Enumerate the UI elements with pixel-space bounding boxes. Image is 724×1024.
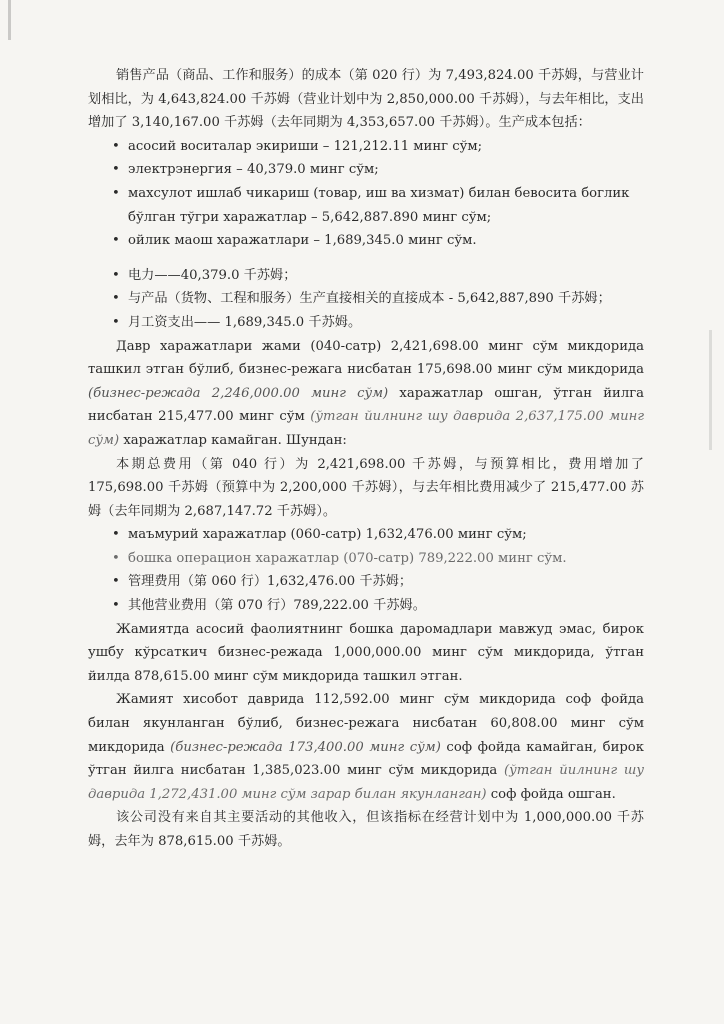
spacer [88,253,644,264]
list-item: • 电力——40,379.0 千苏姆； [110,264,644,288]
text-segment-italic: (бизнес-режада 173,400.00 минг сўм) [170,739,441,755]
cost-items-list-uz [88,135,644,253]
text-segment: харажатлар ошган, ўтган йилга нисбатан 215,477.00 минг сўм [88,385,644,425]
text-segment-italic: (ўтган йилнинг шу даврида 2,637,175.00 минг сўм) [88,409,645,448]
scan-edge-shadow [709,330,712,450]
cost-items-list-cn [88,264,644,335]
text-segment: Давр харажатлари жами (040-сатр) 2,421,698.00 минг сўм микдорида ташкил этган бўлиб, бизнес-режага нисбатан 175,698.00 минг сўм микдорида [88,338,644,378]
list-item: • 月工资支出—— 1,689,345.0 千苏姆。 [110,311,644,335]
paragraph-period-expenses-cn: 本期总费用（第 040 行）为 2,421,698.00 千苏姆，与预算相比，费用增加了 175,698.00 千苏姆（预算中为 2,200,000 千苏姆），与去年相比费用减少了 215,477.00 苏姆（去年同期为 2,687,147.72 千苏姆）。 [88,456,644,519]
list-item: • 管理费用（第 060 行）1,632,476.00 千苏姆； [110,570,644,594]
list-item: • ойлик маош харажатлари – 1,689,345.0 минг сўм. [110,229,644,253]
paragraph-period-expenses-uz [88,335,644,453]
list-item: • маъмурий харажатлар (060-сатр) 1,632,476.00 минг сўм; [110,523,644,547]
text-segment: соф фойда камайган, бирок ўтган йилга нисбатан 1,385,023.00 минг сўм микдорида [88,739,644,779]
list-item: • асосий воситалар экириши – 121,212.11 минг сўм; [110,135,644,159]
list-item: • бошка операцион харажатлар (070-сатр) 789,222.00 минг сўм. [110,547,644,571]
scan-edge-mark [8,0,11,40]
list-item: • электрэнергия – 40,379.0 минг сўм; [110,158,644,182]
paragraph-net-profit-uz [88,688,644,806]
text-segment: Жамият хисобот даврида 112,592.00 минг сўм микдорида соф фойда билан якунланган бўлиб, бизнес-режага нисбатан 60,808.00 минг сўм микдорида [88,692,644,755]
paragraph-cost-of-sales-cn: 销售产品（商品、工作和服务）的成本（第 020 行）为 7,493,824.00 千苏姆，与营业计划相比，为 4,643,824.00 千苏姆（营业计划中为 2,850,000.00 千苏姆），与去年相比，支出增加了 3,140,167.00 千苏姆（去年同期为 4,353,657.00 千苏姆）。生产成本包括： [88,68,644,131]
paragraph-other-income-uz: Жамиятда асосий фаолиятнинг бошка даромадлари мавжуд эмас, бирок ушбу кўрсаткич бизнес-режада 1,000,000.00 минг сўм микдорида, ўтган йилда 878,615.00 минг сўм микдорида ташкил этган. [88,621,644,684]
list-item: • махсулот ишлаб чикариш (товар, иш ва хизмат) билан бевосита боглик бўлган тўгри харажатлар – 5,642,887.890 минг сўм; [110,182,644,229]
text-segment-italic: (бизнес-режада 2,246,000.00 минг сўм) [88,385,389,401]
text-segment: харажатлар камайган. Шундан: [119,432,347,448]
list-item: • 与产品（货物、工程和服务）生产直接相关的直接成本 - 5,642,887,890 千苏姆； [110,287,644,311]
text-segment-italic: (ўтган йилнинг шу даврида 1,272,431.00 минг сўм зарар билан якунланган) [88,763,644,802]
text-segment: соф фойда ошган. [486,786,616,802]
expense-items-list-cn [88,570,644,617]
list-item: • 其他营业费用（第 070 行）789,222.00 千苏姆。 [110,594,644,618]
paragraph-other-income-cn: 该公司没有来自其主要活动的其他收入，但该指标在经营计划中为 1,000,000.00 千苏姆，去年为 878,615.00 千苏姆。 [88,810,644,849]
expense-items-list-uz [88,523,644,570]
